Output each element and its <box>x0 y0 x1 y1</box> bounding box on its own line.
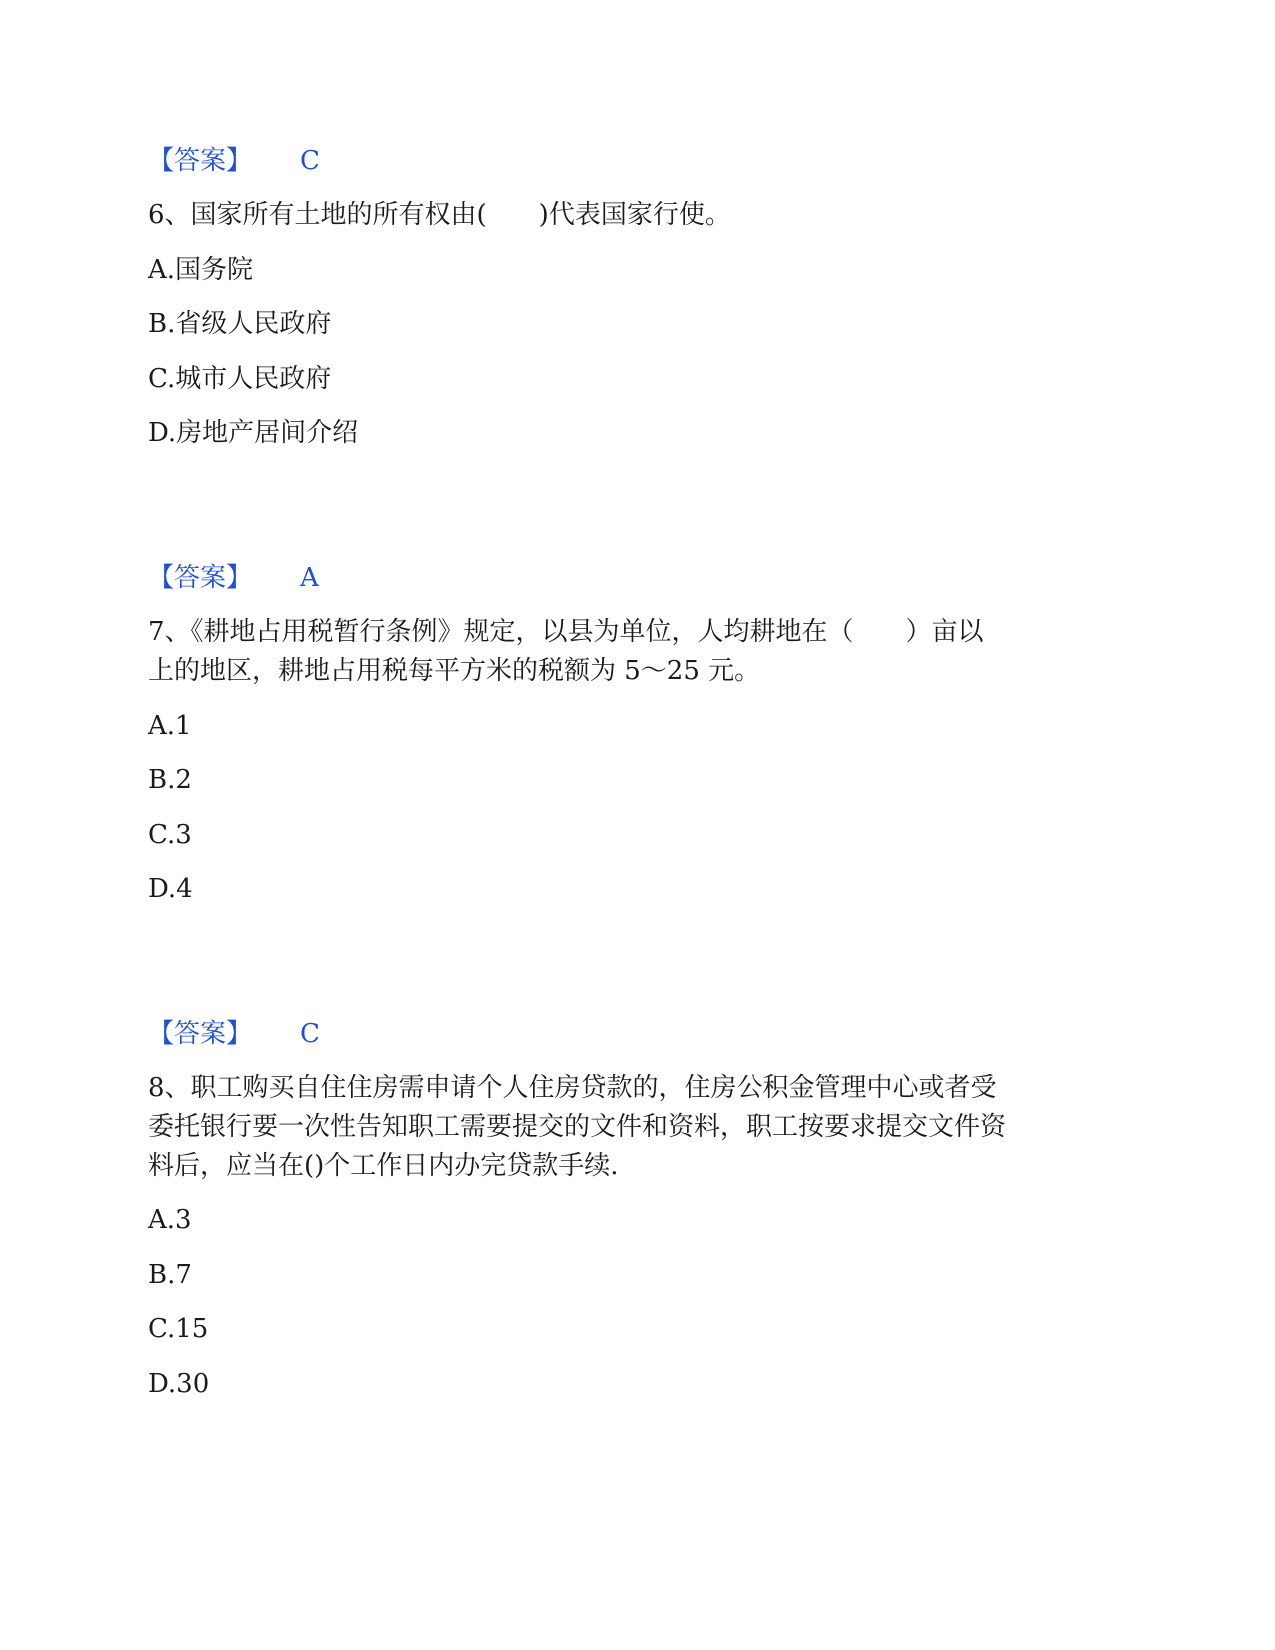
question-6-option-d: D.房地产居间介绍 <box>148 418 359 448</box>
answer-line-q7 <box>148 1016 320 1052</box>
answer-label: 【答案】 <box>148 146 253 176</box>
answer-line-q6 <box>148 560 319 596</box>
question-8-text-line-1: 8、职工购买自住住房需申请个人住房贷款的，住房公积金管理中心或者受 <box>148 1073 997 1103</box>
answer-value: A <box>300 563 319 593</box>
answer-value: C <box>300 146 320 176</box>
question-7-option-b: B.2 <box>148 765 192 795</box>
question-6-option-b: B.省级人民政府 <box>148 309 332 339</box>
question-7-text-line-1: 7、《耕地占用税暂行条例》规定，以县为单位，人均耕地在（ ）亩以 <box>148 617 984 647</box>
question-7-text-line-2: 上的地区，耕地占用税每平方米的税额为 5～25 元。 <box>148 656 761 686</box>
answer-line-q5 <box>148 143 320 179</box>
answer-value: C <box>300 1019 320 1049</box>
question-8-text-line-3: 料后，应当在()个工作日内办完贷款手续. <box>148 1151 619 1181</box>
question-8-text-line-2: 委托银行要一次性告知职工需要提交的文件和资料，职工按要求提交文件资 <box>148 1112 1007 1142</box>
question-7-option-a: A.1 <box>148 711 192 741</box>
question-6-option-c: C.城市人民政府 <box>148 364 332 394</box>
question-8-option-b: B.7 <box>148 1260 192 1290</box>
answer-label: 【答案】 <box>148 563 253 593</box>
answer-label: 【答案】 <box>148 1019 253 1049</box>
question-7-option-d: D.4 <box>148 874 193 904</box>
question-7-option-c: C.3 <box>148 820 192 850</box>
question-8-option-a: A.3 <box>148 1205 192 1235</box>
question-8-option-d: D.30 <box>148 1369 210 1399</box>
question-6-text-line-1: 6、国家所有土地的所有权由( )代表国家行使。 <box>148 200 731 230</box>
question-8-option-c: C.15 <box>148 1314 209 1344</box>
question-6-option-a: A.国务院 <box>148 255 254 285</box>
